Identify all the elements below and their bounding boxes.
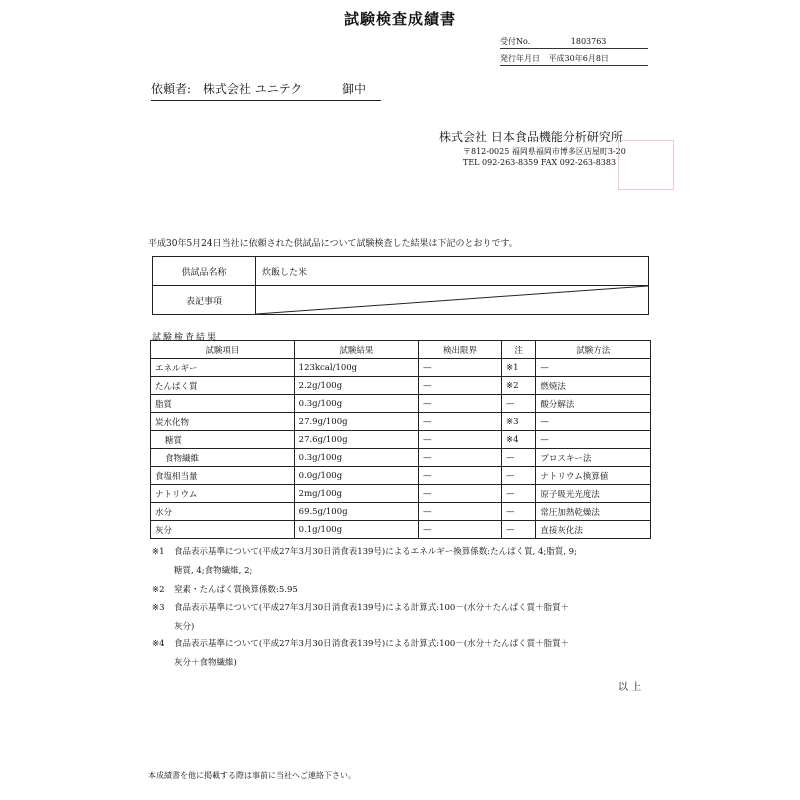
sample-marking-label: 表記事項 [153,286,256,315]
result-limit: — [419,467,502,485]
result-item: 食塩相当量 [151,467,295,485]
result-limit: — [419,413,502,431]
result-item: 炭水化物 [151,413,295,431]
result-note: ※3 [502,413,536,431]
result-note: — [502,503,536,521]
note-text: 食品表示基準について(平成27年3月30日消食表139号)による計算式:100－(水分＋たんぱく質＋脂質＋ [174,603,570,613]
result-method: 燃焼法 [536,377,651,395]
table-row [151,485,651,503]
reception-line [500,36,648,49]
header-method: 試験方法 [536,341,651,359]
header-note: 注 [502,341,536,359]
sample-name-label: 供試品名称 [153,257,256,286]
client-label: 依頼者: [151,82,192,96]
result-value: 123kcal/100g [294,359,418,377]
client-name: 株式会社 ユニテク [202,82,303,96]
result-item: たんぱく質 [151,377,295,395]
reception-label: 受付No. [500,37,531,46]
result-note: — [502,485,536,503]
result-limit: — [419,485,502,503]
diagonal-strike-line [256,286,648,314]
result-value: 27.6g/100g [294,431,418,449]
sample-marking-row [153,286,649,315]
table-row [151,413,651,431]
result-value: 69.5g/100g [294,503,418,521]
client-line [151,80,381,101]
result-method: ナトリウム換算値 [536,467,651,485]
result-limit: — [419,359,502,377]
document-title: 試験検査成績書 [343,10,456,28]
table-row [151,431,651,449]
table-row [151,467,651,485]
note-1 [152,545,577,576]
result-limit: — [419,503,502,521]
header-item: 試験項目 [151,341,295,359]
sample-name-value: 炊飯した米 [256,257,649,286]
result-value: 0.3g/100g [294,395,418,413]
note-mark: ※4 [152,639,165,649]
result-note: ※4 [502,431,536,449]
result-note: ※2 [502,377,536,395]
note-text-cont: 灰分) [174,622,195,632]
result-note: — [502,521,536,539]
note-mark: ※1 [152,547,165,557]
result-method: 常圧加熱乾燥法 [536,503,651,521]
result-limit: — [419,449,502,467]
result-method: — [536,413,651,431]
result-item: 灰分 [151,521,295,539]
note-2 [152,583,298,595]
note-mark: ※3 [152,603,165,613]
result-item: 脂質 [151,395,295,413]
result-note: — [502,395,536,413]
result-item: 糖質 [151,431,295,449]
result-method: 酸分解法 [536,395,651,413]
header-result: 試験結果 [294,341,418,359]
header-limit: 検出限界 [419,341,502,359]
result-note: ※1 [502,359,536,377]
issue-date: 平成30年6月8日 [548,54,609,63]
table-row [151,449,651,467]
table-row [151,359,651,377]
intro-text: 平成30年5月24日当社に依頼された供試品について試験検査した結果は下記のとおりです。 [148,239,518,249]
lab-phone: TEL 092-263-8359 FAX 092-263-8383 [463,158,617,167]
issue-date-label: 発行年月日 [500,54,540,63]
table-row [151,503,651,521]
result-value: 2.2g/100g [294,377,418,395]
note-text-cont: 灰分＋食物繊維) [174,658,237,668]
sample-marking-value [256,286,649,315]
result-method: — [536,359,651,377]
results-table [150,340,651,539]
lab-address: 〒812-0025 福岡県福岡市博多区店屋町3-20 [463,147,626,156]
table-row [151,395,651,413]
result-value: 2mg/100g [294,485,418,503]
note-text: 食品表示基準について(平成27年3月30日消食表139号)によるエネルギー換算係数:たんぱく質, 4;脂質, 9; [174,547,577,557]
end-mark: 以 上 [618,682,642,693]
client-honorific: 御中 [342,82,367,96]
sample-table [152,256,649,315]
results-caption: 試験検査結果 [152,333,219,343]
issue-date-line [500,53,648,66]
note-mark: ※2 [152,585,165,595]
footer-note: 本成績書を他に掲載する際は事前に当社へご連絡下さい。 [148,771,356,780]
note-4 [152,637,569,668]
note-3 [152,601,569,632]
result-value: 0.3g/100g [294,449,418,467]
result-item: 食物繊維 [151,449,295,467]
table-row [151,377,651,395]
result-item: エネルギー [151,359,295,377]
result-value: 0.0g/100g [294,467,418,485]
result-limit: — [419,521,502,539]
reception-number: 1803763 [570,37,607,46]
company-seal [618,140,674,190]
note-text: 食品表示基準について(平成27年3月30日消食表139号)による計算式:100－(水分＋たんぱく質＋脂質＋ [174,639,570,649]
table-row [151,521,651,539]
result-value: 0.1g/100g [294,521,418,539]
result-note: — [502,467,536,485]
lab-name: 株式会社 日本食品機能分析研究所 [439,130,623,144]
result-method: — [536,431,651,449]
result-item: ナトリウム [151,485,295,503]
result-method: プロスキー法 [536,449,651,467]
result-limit: — [419,431,502,449]
note-text-cont: 糖質, 4;食物繊維, 2; [174,566,253,576]
result-value: 27.9g/100g [294,413,418,431]
result-limit: — [419,395,502,413]
sample-name-row [153,257,649,286]
result-method: 原子吸光光度法 [536,485,651,503]
result-item: 水分 [151,503,295,521]
note-text: 窒素・たんぱく質換算係数:5.95 [174,585,298,595]
result-limit: — [419,377,502,395]
result-note: — [502,449,536,467]
result-method: 直接灰化法 [536,521,651,539]
results-header-row [151,341,651,359]
